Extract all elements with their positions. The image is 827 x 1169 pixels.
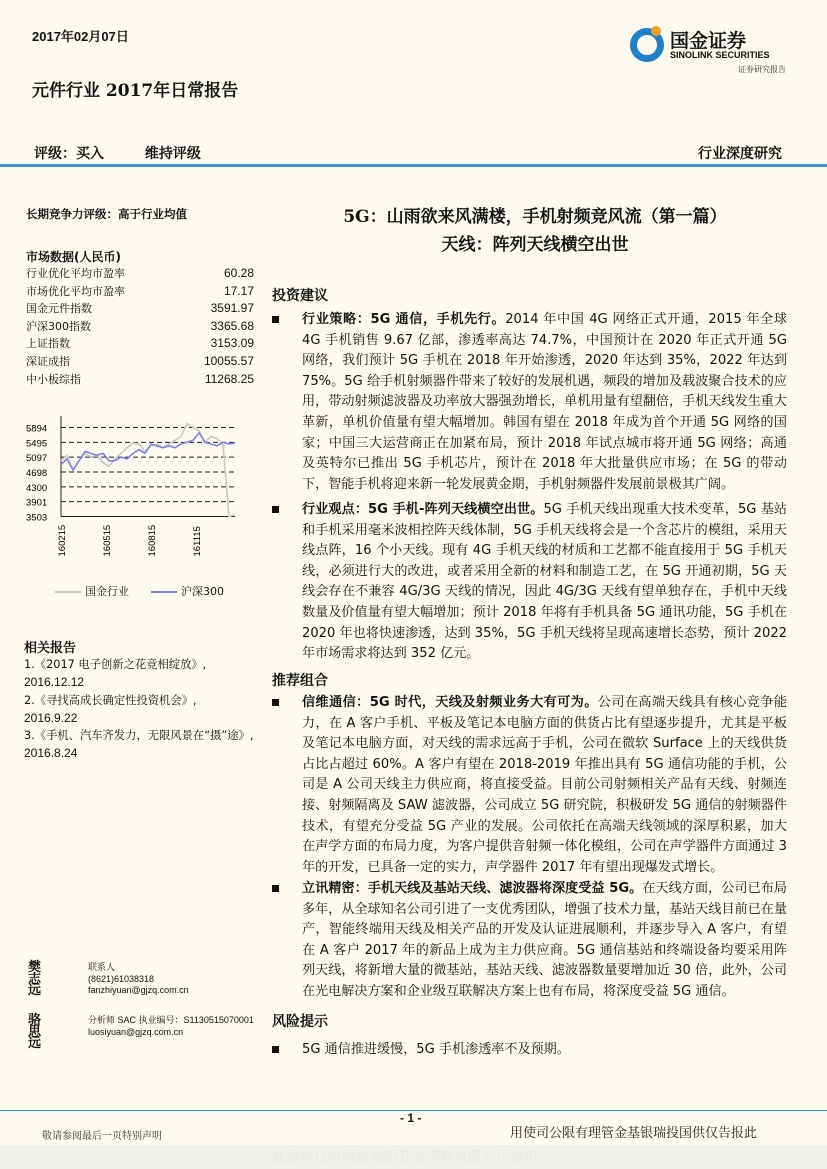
section-investment: 投资建议 xyxy=(272,288,328,304)
x-tick-label: 161115 xyxy=(192,526,203,557)
watermark-band xyxy=(0,1145,827,1169)
chart-legend xyxy=(55,583,224,599)
market-value: 60.28 xyxy=(223,266,254,280)
analyst-name: 骆思远 xyxy=(28,1013,42,1051)
rating: 评级：买入 xyxy=(34,146,104,162)
report-date: 2017年02月07日 xyxy=(32,29,129,44)
report-type: 行业深度研究 xyxy=(698,146,782,162)
footer-notice: 敬请参阅最后一页特别声明 xyxy=(42,1131,162,1142)
market-label: 中小板综指 xyxy=(26,372,81,386)
market-label: 上证指数 xyxy=(26,337,70,351)
analyst-email[interactable]: fanzhiyuan@gjzq.com.cn xyxy=(88,985,189,995)
market-row xyxy=(26,353,254,371)
market-row xyxy=(26,318,254,336)
rating-row xyxy=(34,143,237,163)
logo-sub: 证券研究报告 xyxy=(738,65,786,74)
main-title: 5G：山雨欲来风满楼，手机射频竞风流（第一篇） xyxy=(343,207,727,227)
header-divider xyxy=(0,164,827,167)
logo-en: SINOLINK SECURITIES xyxy=(670,50,770,60)
legend-item: 沪深300 xyxy=(151,583,224,599)
y-tick-label: 4698 xyxy=(26,468,48,479)
y-tick-label: 4300 xyxy=(26,482,48,494)
series-line-国金行业 xyxy=(61,424,235,517)
main-subtitle: 天线：阵列天线横空出世 xyxy=(441,235,629,255)
long-term-rating: 长期竞争力评级：高于行业均值 xyxy=(26,207,187,221)
market-data-title: 市场数据(人民币) xyxy=(26,250,121,264)
y-tick-label: 3901 xyxy=(26,497,48,509)
related-reports-title: 相关报告 xyxy=(24,641,77,656)
market-row xyxy=(26,265,254,283)
bullet-industry-strategy: 行业策略：5G 通信，手机先行。2014 年中国 4G 网络正式开通，2015 年全球 4G 手机销售 9.67 亿部，渗透率高达 74.7%，中国预计在 2020 年正式开通 5G 网络，我们预计 5G 手机在 2018 年开始渗透，2020 年达到 35%，2022 年达到 75%。5G 给手机射频器件带来了较好的发展机遇，频段的增加及载波聚合技术的应用，带动射频滤波器及功率放大器强劲增长，单机用量有望翻倍，手机天线发生重大革新，单机价值量有望大幅增加。韩国有望在 2018 年成为首个开通 5G 网络的国家；中国三大运营商正在加紧布局，预计 2018 年试点城市将开通 5G 网络；高通及英特尔已推出 5G 手机芯片，预计在 2018 年大批量供应市场；在 5G 的带动下，智能手机将迎来新一轮发展黄金期，手机射频器件发展前景极其广阔。 xyxy=(272,310,787,495)
market-value: 11268.25 xyxy=(204,371,254,386)
market-value: 3591.97 xyxy=(210,301,254,316)
bullet-risk: 5G 通信推进缓慢，5G 手机渗透率不及预期。 xyxy=(272,1040,787,1061)
market-label: 市场优化平均市盈率 xyxy=(26,284,125,298)
market-label: 行业优化平均市盈率 xyxy=(26,267,125,280)
section-portfolio: 推荐组合 xyxy=(272,673,328,689)
market-label: 深证成指 xyxy=(26,354,70,368)
footer-usage: 用使司公限有理管金基银瑞投国供仅告报此 xyxy=(510,1126,758,1141)
x-tick-label: 160215 xyxy=(57,524,68,557)
page-number: - 1 - xyxy=(400,1111,422,1125)
related-report[interactable]: 1.《2017 电子创新之花竞相绽放》, 2016.12.12 xyxy=(24,658,207,689)
y-tick-label: 5097 xyxy=(26,453,48,465)
sinolink-logo xyxy=(630,26,786,76)
bullet-sunway: 信维通信：5G 时代，天线及射频业务大有可为。公司在高端天线具有核心竞争能力，在 A 客户手机、平板及笔记本电脑方面的供货占比有望逐步提升，尤其是平板及笔记本电脑方面，对天线的需求远高于手机，公司在微软 Surface 上的天线供货占比占超过 60%。A 客户有望在 2018-2019 年推出具有 5G 通信功能的手机，公司是 A 公司天线主力供应商，将直接受益。目前公司射频相关产品有天线、射频连接、射频隔离及 SAW 滤波器，公司成立 5G 研究院，积极研发 5G 通信的射频器件技术，有望充分受益 5G 产业的发展。公司依托在高端天线领域的深厚积累，加大在声学方面的布局力度，为客户提供音射频一体化模组，公司在声学器件方面通过 3 年的开发，已具备一定的实力，声学器件 2017 年有望出现爆发式增长。 xyxy=(272,693,787,878)
watermark: 此报告仅供国投瑞银基金管理有限公司使用 xyxy=(272,1150,538,1166)
market-row xyxy=(26,371,254,389)
analyst-email[interactable]: luosiyuan@gjzq.com.cn xyxy=(88,1026,184,1037)
section-risk: 风险提示 xyxy=(272,1014,328,1030)
report-title: 元件行业 2017年日常报告 xyxy=(32,81,239,101)
market-label: 沪深300指数 xyxy=(26,319,91,333)
related-report[interactable]: 3.《手机、汽车齐发力，无限风景在“摄”途》, 2016.8.24 xyxy=(24,729,254,760)
market-value: 10055.57 xyxy=(203,353,254,368)
y-tick-label: 5894 xyxy=(26,423,48,435)
related-report[interactable]: 2.《寻找高成长确定性投资机会》, 2016.9.22 xyxy=(24,694,197,725)
bullet-luxshare: 立讯精密：手机天线及基站天线、滤波器将深度受益 5G。在天线方面，公司已布局多年，从全球知名公司引进了一支优秀团队，增强了技术力量，基站天线目前已在量产，智能终端用天线及相关产品的开发及认证进展顺利，并逐步导入 A 客户，有望在 A 客户 2017 年的新品上成为主力供应商。5G 通信基站和终端设备均要采用阵列天线，将新增大量的微基站，基站天线、滤波器数量要增加近 30 倍，此外，公司在光电解决方案和企业级互联解决方案上也有布局，将深度受益 5G 通信。 xyxy=(272,879,787,1003)
report-page: 2017年02月07日 元件行业 2017年日常报告 国金证券 SINOLINK SECURITIES 证券研究报告 评级：买入 维持评级 行业深度研究 长期竞争力评级：高于行业均值 5G：山雨欲来风满楼，手机射频竞风流（第一篇） 天线：阵列天线横空出世 市场数据(人民币) 行业优化平均市盈率 60.28 市场优化平均市盈率 17.17 国金元件指数 3591.97 沪深300指数 3365.68 上证指数 3153.09 深证成指 10055.57 中小板综指 11268.25 5894 5495 5097 4698 4300 3901 3503 160215 160515 160815 161115 国金行业 沪深300 相关报告 1.《2017 电子创新之花竞相绽放》, 2016.12.12 2.《寻找高成长确定性投资机会》, 2016.9.22 3.《手机、汽车齐发力，无限风景在“摄”途》, 2016.8.24 樊志远 联系人 (8621)61038318 fanzhiyuan@gjzq.com.cn 骆思远 分析师 SAC 执业编号：S1130515070001 luosiyuan@gjzq.com.cn 投资建议 行业策略：5G 通信，手机先行。2014 年中国 4G 网络正式开通，2015 年全球 4G 手机销售 9.67 亿部，渗透率高达 74.7%，中国预计在 2020 年正式开通 5G 网络，我们预计 5G 手机在 2018 年开始渗透，2020 年达到 35%，2022 年达到 75%。5G 给手机射频器件带来了较好的发展机遇，频段的增加及载波聚合技术的应用，带动射频滤波器及功率放大器强劲增长，单机用量有望翻倍，手机天线发生重大革新，单机价值量有望大幅增加。韩国有望在 2018 年成为首个开通 5G 网络的国家；中国三大运营商正在加紧布局，预计 2018 年试点城市将开通 5G 网络；高通及英特尔已推出 5G 手机芯片，预计在 2018 年大批量供应市场；在 5G 的带动下，智能手机将迎来新一轮发展黄金期，手机射频器件发展前景极其广阔。 行业观点：5G 手机-阵列天线横空出世。5G 手机天线出现重大技术变革，5G 基站和手机采用毫米波相控阵天线体制，5G 手机天线将会是一个含芯片的模组，采用天线点阵，16 个小天线。现有 4G 手机天线的材质和工艺都不能直接用于 5G 手机天线，必须进行大的改进，或者采用全新的材料和制造工艺，在 5G 开通初期，5G 天线会存在不兼容 4G/3G 天线的情况，因此 4G/3G 天线有望单独存在，手机中天线数量及价值量有望大幅增加；预计 2018 年将有手机具备 5G 通讯功能，5G 手机在 2020 年也将快速渗透，达到 35%，5G 手机天线将呈现高速增长态势，预计 2022 年市场需求将达到 352 亿元。 推荐组合 信维通信：5G 时代，天线及射频业务大有可为。公司在高端天线具有核心竞争能力，在 A 客户手机、平板及笔记本电脑方面的供货占比有望逐步提升，尤其是平板及笔记本电脑方面，对天线的需求远高于手机，公司在微软 Surface 上的天线供货占比占超过 60%。A 客户有望在 2018-2019 年推出具有 5G 通信功能的手机，公司是 A 公司天线主力供应商，将直接受益。目前公司射频相关产品有天线、射频连接、射频隔离及 SAW 滤波器，公司成立 5G 研究院，积极研发 5G 通信的射频器件技术，有望充分受益 5G 产业的发展。公司依托在高端天线领域的深厚积累，加大在声学方面的布局力度，为客户提供音射频一体化模组，公司在声学器件方面通过 3 年的开发，已具备一定的实力，声学器件 2017 年有望出现爆发式增长。 立讯精密：手机天线及基站天线、滤波器将深度受益 5G。在天线方面，公司已布局多年，从全球知名公司引进了一支优秀团队，增强了技术力量，基站天线目前已在量产，智能终端用天线及相关产品的开发及认证进展顺利，并逐步导入 A 客户，有望在 A 客户 2017 年的新品上成为主力供应商。5G 通信基站和终端设备均要采用阵列天线，将新增大量的微基站，基站天线、滤波器数量要增加近 30 倍，此外，公司在光电解决方案和企业级互联解决方案上也有布局，将深度受益 5G 通信。 风险提示 5G 通信推进缓慢，5G 手机渗透率不及预期。 - 1 - 敬请参阅最后一页特别声明 用使司公限有理管金基银瑞投国供仅告报此 此报告仅供国投瑞银基金管理有限公司使用 xyxy=(0,0,827,1169)
x-tick-label: 160515 xyxy=(102,524,113,557)
market-value: 17.17 xyxy=(223,283,254,298)
market-row xyxy=(26,300,254,318)
logo-cn: 国金证券 xyxy=(670,30,747,52)
market-value: 3153.09 xyxy=(210,336,254,351)
rating-note: 维持评级 xyxy=(144,146,201,162)
analyst-name: 樊志远 xyxy=(28,960,42,998)
market-label: 国金元件指数 xyxy=(26,302,92,316)
index-chart xyxy=(0,400,260,580)
market-row xyxy=(26,335,254,353)
market-value: 3365.68 xyxy=(210,318,254,333)
logo-dot-icon xyxy=(651,26,661,36)
y-tick-label: 5495 xyxy=(26,438,48,450)
bullet-industry-view: 行业观点：5G 手机-阵列天线横空出世。5G 手机天线出现重大技术变革，5G 基站和手机采用毫米波相控阵天线体制，5G 手机天线将会是一个含芯片的模组，采用天线点阵，16 个小天线。现有 4G 手机天线的材质和工艺都不能直接用于 5G 手机天线，必须进行大的改进，或者采用全新的材料和制造工艺，在 5G 开通初期，5G 天线会存在不兼容 4G/3G 天线的情况，因此 4G/3G 天线有望单独存在，手机中天线数量及价值量有望大幅增加；预计 2018 年将有手机具备 5G 通讯功能，5G 手机在 2020 年也将快速渗透，达到 35%，5G 手机天线将呈现高速增长态势，预计 2022 年市场需求将达到 352 亿元。 xyxy=(272,500,787,665)
market-row xyxy=(26,283,254,301)
x-tick-label: 160815 xyxy=(147,524,158,557)
y-tick-label: 3503 xyxy=(26,512,48,524)
legend-item: 国金行业 xyxy=(55,583,129,599)
market-data-table xyxy=(26,265,254,388)
